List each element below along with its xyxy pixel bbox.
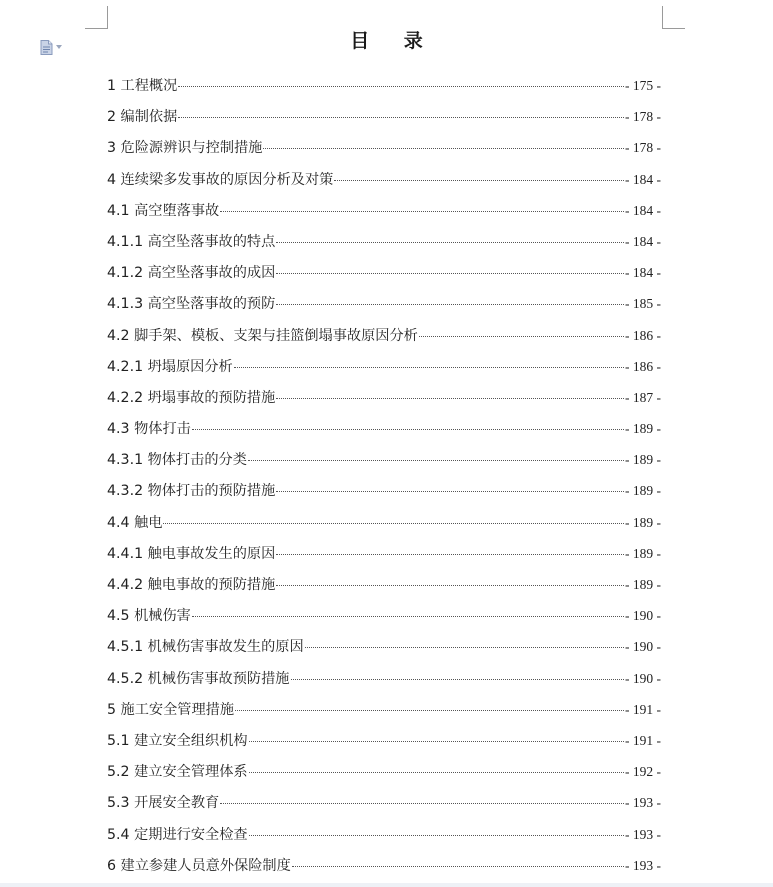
page-title: 目 录 [350, 30, 437, 52]
toc-entry[interactable] [107, 507, 661, 538]
toc-dot-leader [292, 866, 624, 867]
toc-dot-leader [178, 117, 624, 118]
toc-entry[interactable] [107, 756, 661, 787]
toc-entry-label: 5.2 建立安全管理体系 [107, 764, 248, 781]
toc-dot-leader [220, 211, 624, 212]
toc-entry[interactable] [107, 819, 661, 850]
toc-dot-leader [248, 460, 624, 461]
toc-dot-leader [220, 803, 624, 804]
toc-entry[interactable] [107, 257, 661, 288]
table-of-contents [107, 70, 661, 881]
toc-entry-label: 4.2.1 坍塌原因分析 [107, 358, 233, 375]
toc-entry-label: 4.1 高空堕落事故 [107, 202, 220, 219]
toc-entry-page-number: - 190 - [625, 639, 661, 655]
toc-entry-page-number: - 189 - [625, 514, 661, 530]
toc-entry-page-number: - 193 - [625, 795, 661, 811]
toc-entry[interactable] [107, 382, 661, 413]
toc-entry-label: 4.4.2 触电事故的预防措施 [107, 577, 276, 593]
toc-dot-leader [276, 398, 624, 399]
toc-entry-page-number: - 190 - [625, 670, 661, 686]
toc-entry-page-number: - 189 - [625, 545, 661, 561]
toc-entry-label: 2 编制依据 [107, 109, 178, 126]
toc-entry-page-number: - 178 - [625, 140, 661, 156]
toc-entry[interactable] [107, 70, 661, 101]
toc-entry[interactable] [107, 600, 661, 631]
toc-entry[interactable] [107, 164, 661, 195]
toc-entry-page-number: - 189 - [625, 483, 661, 499]
toc-entry[interactable] [107, 413, 661, 444]
toc-dot-leader [249, 835, 624, 836]
toc-dot-leader [276, 242, 624, 243]
toc-entry-page-number: - 185 - [625, 296, 661, 312]
toc-entry-page-number: - 184 - [625, 202, 661, 218]
toc-entry[interactable] [107, 195, 661, 226]
toc-entry-label: 4.5.2 机械伤害事故预防措施 [107, 670, 290, 687]
toc-dot-leader [192, 616, 624, 617]
toc-entry-page-number: - 191 - [625, 701, 661, 717]
toc-entry[interactable] [107, 850, 661, 881]
toc-entry[interactable] [107, 132, 661, 163]
toc-entry[interactable] [107, 663, 661, 694]
toc-dot-leader [235, 710, 624, 711]
toc-entry[interactable] [107, 351, 661, 382]
toc-entry-label: 4.1.2 高空坠落事故的成因 [107, 265, 276, 282]
toc-entry-page-number: - 187 - [625, 389, 661, 405]
toc-entry-label: 3 危险源辨识与控制措施 [107, 140, 263, 157]
toc-entry-page-number: - 190 - [625, 608, 661, 624]
toc-entry-page-number: - 189 - [625, 577, 661, 592]
toc-entry[interactable] [107, 288, 661, 319]
toc-entry-label: 4.3.2 物体打击的预防措施 [107, 483, 276, 500]
toc-entry-label: 4.1.1 高空坠落事故的特点 [107, 233, 276, 250]
toc-entry-page-number: - 184 - [625, 171, 661, 187]
toc-dot-leader [291, 679, 625, 680]
toc-entry-label: 4.5.1 机械伤害事故发生的原因 [107, 639, 304, 656]
toc-dot-leader [276, 585, 624, 586]
toc-entry[interactable] [107, 725, 661, 756]
toc-dot-leader [263, 148, 624, 149]
toc-dot-leader [163, 523, 624, 524]
toc-entry[interactable] [107, 538, 661, 569]
toc-dot-leader [234, 367, 624, 368]
toc-dot-leader [305, 647, 624, 648]
toc-dot-leader [276, 554, 624, 555]
toc-entry-label: 5.1 建立安全组织机构 [107, 732, 248, 749]
toc-entry-page-number: - 192 - [625, 764, 661, 780]
toc-entry-page-number: - 191 - [625, 732, 661, 748]
toc-dot-leader [192, 429, 624, 430]
page-bottom-edge [0, 883, 773, 887]
toc-entry[interactable] [107, 475, 661, 506]
toc-entry-label: 5.4 定期进行安全检查 [107, 826, 248, 843]
toc-entry-page-number: - 186 - [625, 327, 661, 343]
toc-dot-leader [276, 273, 624, 274]
toc-entry-label: 4.2.2 坍塌事故的预防措施 [107, 389, 276, 406]
toc-entry-label: 4.4.1 触电事故发生的原因 [107, 545, 276, 562]
toc-entry-label: 4.5 机械伤害 [107, 608, 191, 625]
toc-dot-leader [249, 772, 624, 773]
toc-entry-label: 5.3 开展安全教育 [107, 795, 220, 812]
toc-entry-label: 4.1.3 高空坠落事故的预防 [107, 296, 276, 313]
toc-entry[interactable] [107, 787, 661, 818]
toc-entry[interactable] [107, 694, 661, 725]
toc-dot-leader [249, 741, 624, 742]
toc-entry-label: 6 建立参建人员意外保险制度 [107, 857, 291, 874]
toc-dot-leader [276, 491, 624, 492]
toc-entry-label: 4 连续梁多发事故的原因分析及对策 [107, 171, 334, 188]
toc-entry-label: 4.4 触电 [107, 514, 163, 531]
toc-entry-page-number: - 189 - [625, 452, 661, 468]
toc-entry-label: 4.2 脚手架、模板、支架与挂篮倒塌事故原因分析 [107, 327, 418, 344]
toc-dot-leader [334, 180, 624, 181]
toc-dot-leader [419, 336, 624, 337]
toc-entry[interactable] [107, 320, 661, 351]
toc-entry-label: 4.3.1 物体打击的分类 [107, 452, 247, 469]
toc-entry-page-number: - 175 - [625, 78, 661, 93]
toc-entry-page-number: - 178 - [625, 109, 661, 125]
toc-entry-page-number: - 193 - [625, 857, 661, 873]
toc-entry[interactable] [107, 569, 661, 600]
toc-entry-label: 1 工程概况 [107, 78, 178, 94]
toc-entry-page-number: - 193 - [625, 826, 661, 842]
toc-entry-page-number: - 189 - [625, 421, 661, 437]
toc-entry[interactable] [107, 631, 661, 662]
toc-dot-leader [178, 86, 624, 87]
toc-entry[interactable] [107, 444, 661, 475]
toc-entry-page-number: - 186 - [625, 358, 661, 374]
toc-entry[interactable] [107, 226, 661, 257]
toc-entry-page-number: - 184 - [625, 233, 661, 249]
toc-entry-page-number: - 184 - [625, 265, 661, 281]
toc-entry[interactable] [107, 101, 661, 132]
toc-entry-label: 4.3 物体打击 [107, 421, 191, 438]
toc-dot-leader [276, 304, 624, 305]
toc-entry-label: 5 施工安全管理措施 [107, 701, 235, 718]
